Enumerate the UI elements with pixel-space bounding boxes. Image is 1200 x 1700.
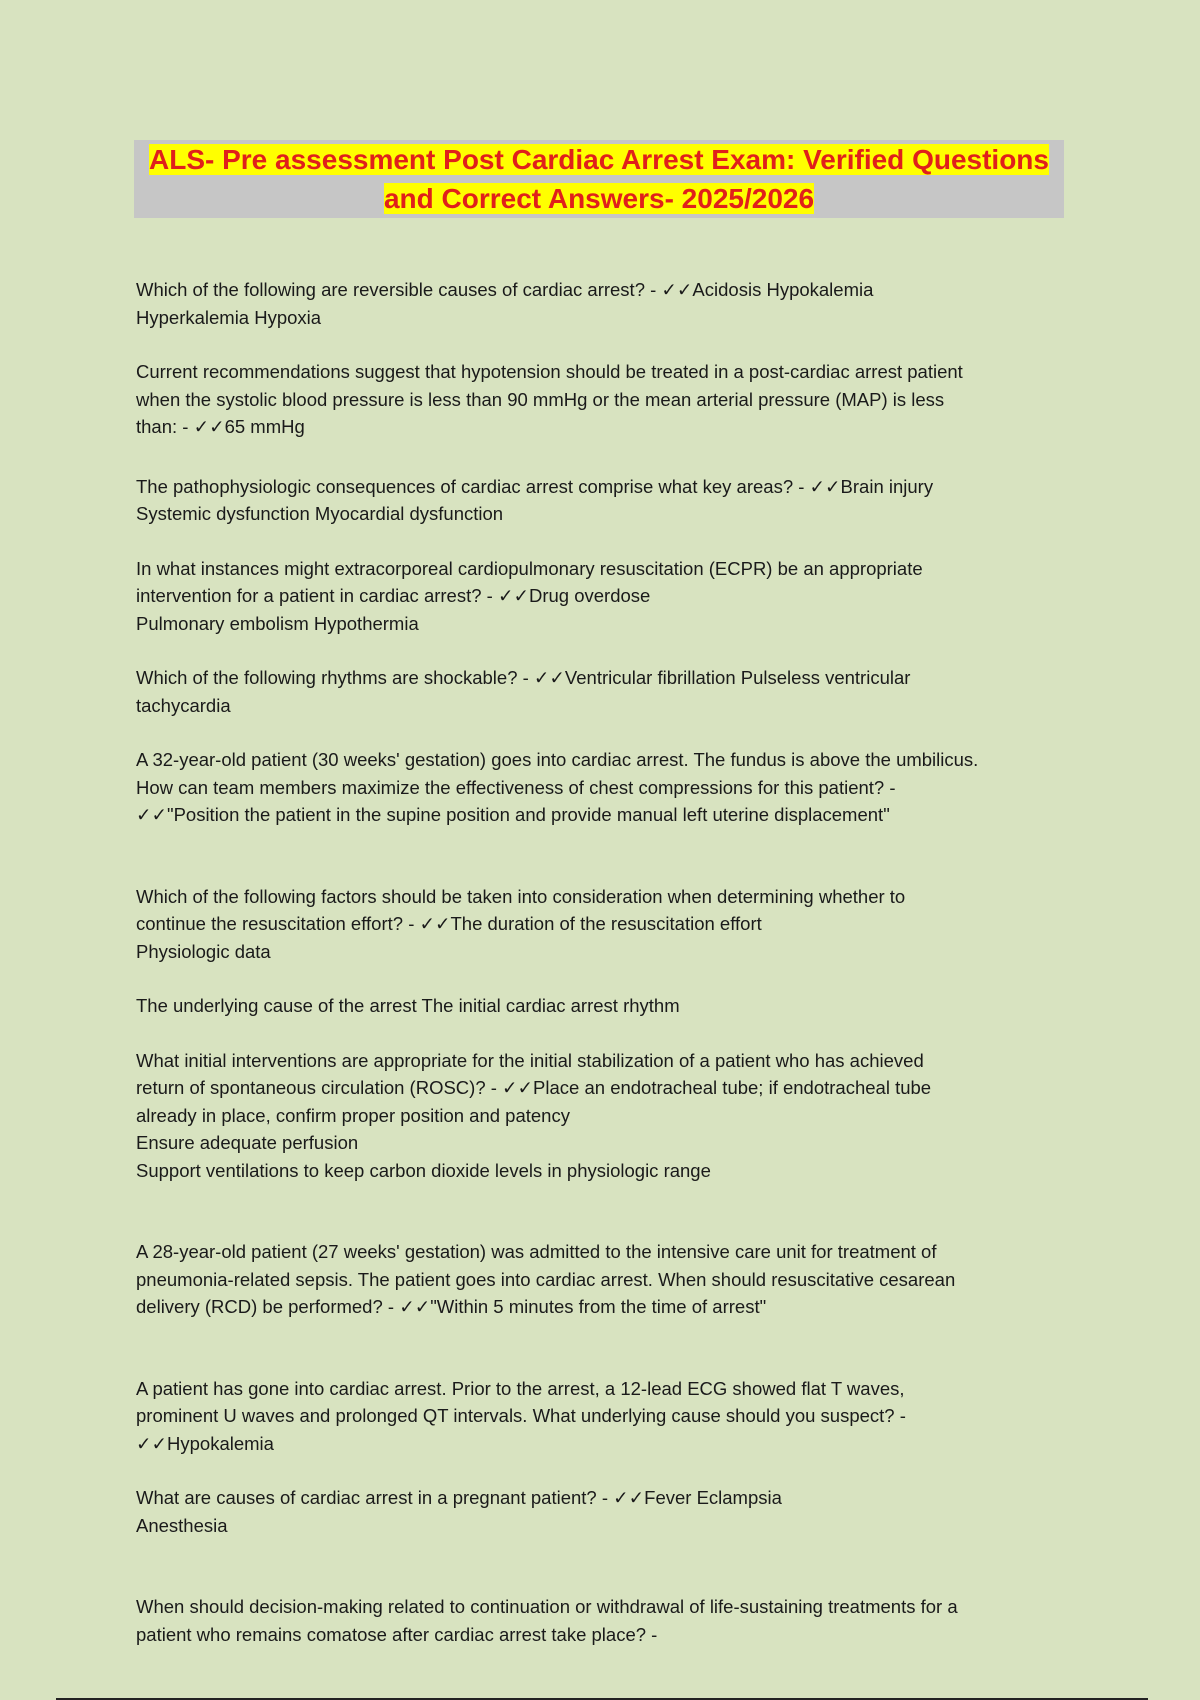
spacer [136,1457,1066,1484]
qa-item: The pathophysiologic consequences of cardiac arrest comprise what key areas? - ✓✓Brain injury Systemic dysfunction Myocardial dysfunction [136,475,934,524]
spacer [136,528,1066,555]
qa-item: A 28-year-old patient (27 weeks' gestation) was admitted to the intensive care unit for treatment of pneumonia-related sepsis. The patient goes into cardiac arrest. When should resuscitative cesarean delivery (RCD) be performed? - ✓✓"Within 5 minutes from the time of arrest" [136,1241,956,1317]
spacer [136,1020,1066,1047]
spacer [136,1184,1066,1238]
spacer [136,637,1066,664]
qa-item: What are causes of cardiac arrest in a pregnant patient? - ✓✓Fever Eclampsia Anesthesia [136,1487,782,1536]
qa-item: A patient has gone into cardiac arrest. Prior to the arrest, a 12-lead ECG showed flat T waves, prominent U waves and prolonged QT intervals. What underlying cause should you suspect? - ✓✓Hypokalemia [136,1377,906,1454]
qa-item: When should decision-making related to continuation or withdrawal of life-sustaining treatments for a patient who remains comatose after cardiac arrest take place? - [136,1596,958,1645]
qa-item: In what instances might extracorporeal cardiopulmonary resuscitation (ECPR) be an appropriate intervention for a patient in cardiac arrest? - ✓✓Drug overdose Pulmonary embolism Hypothermia [136,557,923,634]
qa-list [136,276,1066,1648]
spacer [136,965,1066,992]
spacer [136,331,1066,358]
qa-item: Current recommendations suggest that hypotension should be treated in a post-cardiac arrest patient when the systolic blood pressure is less than 90 mmHg or the mean arterial pressure (MAP) is less than: - ✓✓65 mmHg [136,361,963,437]
qa-item: What initial interventions are appropriate for the initial stabilization of a patient who has achieved return of spontaneous circulation (ROSC)? - ✓✓Place an endotracheal tube; if endotracheal tube already in place, confirm proper position and patency Ensure adequate perfusion Support ventilations to keep carbon dioxide levels in physiologic range [136,1049,932,1181]
spacer [136,1321,1066,1375]
qa-item: A 32-year-old patient (30 weeks' gestation) goes into cardiac arrest. The fundus is above the umbilicus. How can team members maximize the effectiveness of chest compressions for this patient? - ✓✓"Position the patient in the supine position and provide manual left uterine displacement" [136,749,979,825]
qa-item: The underlying cause of the arrest The initial cardiac arrest rhythm [136,995,680,1016]
spacer [136,719,1066,746]
qa-item: Which of the following are reversible causes of cardiac arrest? - ✓✓Acidosis Hypokalemia Hyperkalemia Hypoxia [136,279,874,328]
spacer [136,441,1066,473]
qa-item: Which of the following rhythms are shockable? - ✓✓Ventricular fibrillation Pulseless ventricular tachycardia [136,667,911,716]
spacer [136,1539,1066,1593]
spacer [136,829,1066,883]
qa-item: Which of the following factors should be taken into consideration when determining whether to continue the resuscitation effort? - ✓✓The duration of the resuscitation effort Physiologic data [136,885,906,962]
document-title: ALS- Pre assessment Post Cardiac Arrest Exam: Verified Questions and Correct Answers- 2025/2026 [149,144,1049,214]
title-banner [134,140,1064,218]
